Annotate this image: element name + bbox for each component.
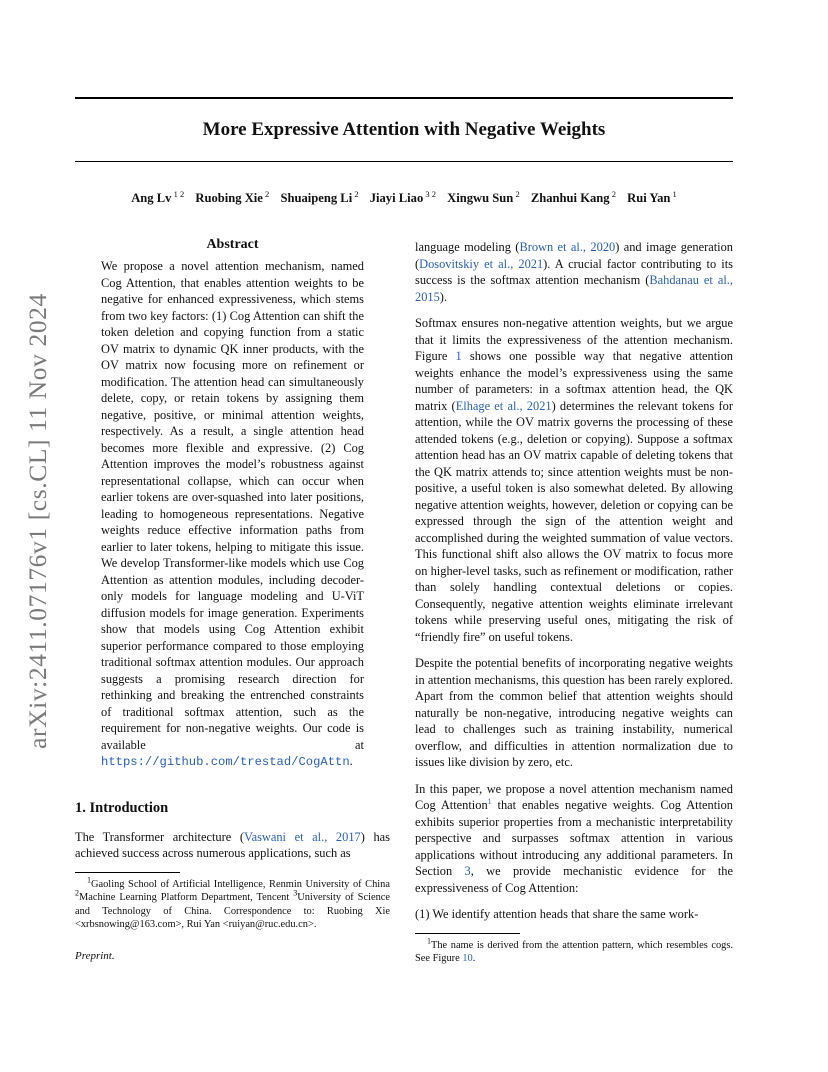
author: Rui Yan $^1$ <box>627 188 677 205</box>
right-column <box>415 239 733 966</box>
section-ref-link[interactable]: 3 <box>464 864 471 878</box>
author: Ang Lv $^{1 2}$ <box>131 188 185 205</box>
footnote-rule <box>75 872 180 873</box>
code-link[interactable]: https://github.com/trestad/CogAttn <box>101 755 350 769</box>
body-paragraph: Despite the potential benefits of incorporating negative weights in attention mechanisms, this question has been rarely explored. Apart from the common belief that attention weights should naturally be non-negative, introducing negative weights can lead to challenges such as training instability, numerical overflow, and difficulties in attention normalization due to issues like division by zero, etc. <box>415 656 733 769</box>
footnote-ref-link[interactable]: 1 <box>487 796 492 806</box>
title-bottom-rule <box>75 161 733 162</box>
author: Ruobing Xie $^2$ <box>195 188 270 205</box>
author: Shuaipeng Li $^2$ <box>280 188 359 205</box>
title-top-rule <box>75 97 733 99</box>
footnote-rule <box>415 933 520 934</box>
citation-link[interactable]: Brown et al., 2020 <box>519 240 616 254</box>
intro-paragraph: The Transformer architecture (Vaswani et al., 2017) has achieved success across numerous applications, such as <box>75 829 390 860</box>
abstract-text: We propose a novel attention mechanism, named Cog Attention, that enables attention weights to be negative for enhanced expressiveness, which stems from two key factors: (1) Cog Attention can shift the token deletion and copying function from a static OV matrix to dynamic QK inner products, with the OV matrix now focusing more on refinement or modification. The attention head can simultaneously delete, copy, or retain tokens by assigning them negative, positive, or minimal attention weights, respectively. As a result, a single attention head becomes more flexible and expressive. (2) Cog Attention improves the model’s robustness against representational collapse, which can occur when earlier tokens are over-squashed into later positions, leading to homogeneous representations. Negative weights reduce effective information paths from earlier to later tokens, helping to mitigate this issue. We develop Transformer-like models which use Cog Attention as attention modules, including decoder-only models for language modeling and U-ViT diffusion models for image generation. Experiments show that models using Cog Attention exhibit superior performance compared to those employing traditional softmax attention modules. Our approach suggests a promising research direction for rethinking and breaking the entrenched constraints of traditional softmax attention, such as the requirement for non-negative weights. Our code is available at https://github.com/trestad/CogAttn. <box>101 259 364 769</box>
author: Zhanhui Kang $^2$ <box>530 188 616 205</box>
body-paragraph: Softmax ensures non-negative attention weights, but we argue that it limits the expressiveness of the attention mechanism. Figure 1 shows one possible way that negative attention weights enhance the model’s expressiveness using the same number of parameters: in a softmax attention head, the QK matrix (Elhage et al., 2021) determines the relevant tokens for attention, while the OV matrix governs the processing of these attended tokens (e.g., deletion or copying). Suppose a softmax attention head has an OV matrix capable of deleting tokens that the QK matrix attends to; since attention weights must be non-positive, a useful token is also somewhat deleted. By allowing negative attention weights, however, deletion or copying can be expressed through the sign of the attention weight and accomplished during the weighted summation of value vectors. This functional shift also allows the OV matrix to focus more on higher-level tasks, such as refinement or modification, rather than solely handling contextual deletions or copies. Consequently, negative attention weights eliminate irrelevant tokens while preserving useful ones, mitigating the risk of “friendly fire” on useful tokens. <box>415 316 733 644</box>
paper-title: More Expressive Attention with Negative Weights <box>202 119 606 140</box>
citation-link[interactable]: Bahdanau et al., 2015 <box>415 273 733 304</box>
author: Jiayi Liao $^{3 2}$ <box>369 188 436 205</box>
citation-link[interactable]: Dosovitskiy et al., 2021 <box>419 256 544 271</box>
figure-ref-link[interactable]: 10 <box>462 953 473 964</box>
section-heading-introduction: 1. Introduction <box>75 799 169 816</box>
body-paragraph: (1) We identify attention heads that share the same work- <box>415 907 699 921</box>
citation-link[interactable]: Elhage et al., 2021 <box>455 398 552 413</box>
preprint-note: Preprint. <box>75 949 115 962</box>
author-list <box>60 188 748 206</box>
citation-link[interactable]: Vaswani et al., 2017 <box>244 829 361 844</box>
body-paragraph: In this paper, we propose a novel attention mechanism named Cog Attention$^1$ that enables negative weights. Cog Attention exhibits superior properties from a mechanistic interpretability perspective and surpasses softmax attention in various applications without introducing any additional parameters. In Section 3, we provide mechanistic evidence for the expressiveness of Cog Attention: <box>415 781 733 895</box>
abstract-heading: Abstract <box>206 237 259 252</box>
left-column <box>75 236 390 964</box>
arxiv-identifier: arXiv:2411.07176v1 [cs.CL] 11 Nov 2024 <box>23 293 52 749</box>
affiliation-footnote: $^1$Gaoling School of Artificial Intelligence, Renmin University of China $^2$Machine Learning Platform Department, Tencent $^3$University of Science and Technology of China. Correspondence to: Ruobing Xie <xrbsnowing@163.com>, Rui Yan <ruiyan@ruc.edu.cn>. <box>75 875 390 930</box>
body-paragraph: language modeling (Brown et al., 2020) and image generation (Dosovitskiy et al., 2021). A crucial factor contributing to its success is the softmax attention mechanism (Bahdanau et al., 2015). <box>415 240 733 304</box>
author: Xingwu Sun $^2$ <box>447 188 520 205</box>
name-footnote: $^1$The name is derived from the attention pattern, which resembles cogs. See Figure 10. <box>415 936 733 964</box>
figure-ref-link[interactable]: 1 <box>455 349 462 363</box>
